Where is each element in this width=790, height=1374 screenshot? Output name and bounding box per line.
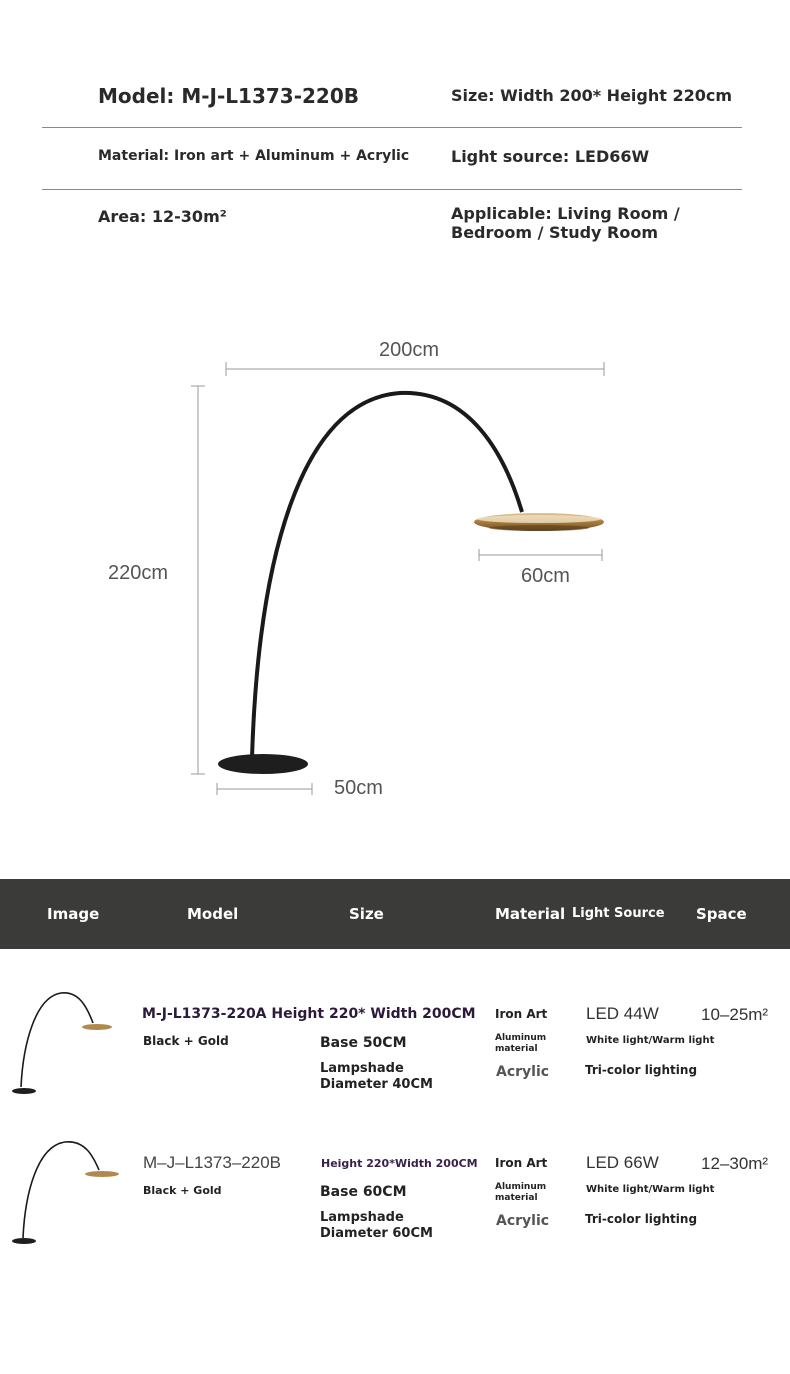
- row-base: Base 50CM: [320, 1035, 407, 1051]
- row-shade-line2: Diameter 40CM: [320, 1077, 433, 1092]
- row-material-extra: Acrylic: [496, 1064, 550, 1080]
- row-tri-color: Tri-color lighting: [585, 1212, 698, 1226]
- divider: [42, 189, 742, 190]
- spec-size: Size: Width 200* Height 220cm: [451, 86, 733, 105]
- row-color: Black + Gold: [143, 1034, 229, 1048]
- row-tri-color: Tri-color lighting: [585, 1063, 698, 1077]
- height-dimension-line: [191, 386, 205, 774]
- row-light: LED 66W: [586, 1153, 659, 1172]
- base-label: 50cm: [334, 777, 383, 799]
- divider: [42, 127, 742, 128]
- base-dimension-line: [217, 783, 312, 795]
- row-material-sub1: Aluminum: [495, 1033, 547, 1043]
- spec-material: Material: Iron art + Aluminum + Acrylic: [98, 148, 410, 164]
- lamp-thumbnail-icon: [5, 1134, 120, 1249]
- row-size: Height 220*Width 200CM: [321, 1157, 478, 1170]
- header-model: Model: [187, 905, 239, 923]
- shade-label: 60cm: [521, 565, 570, 587]
- spec-model: Model: M-J-L1373-220B: [98, 84, 359, 108]
- row-light-type: White light/Warm light: [586, 1184, 715, 1195]
- row-light: LED 44W: [586, 1004, 659, 1023]
- row-shade-line1: Lampshade: [320, 1210, 404, 1225]
- header-image: Image: [47, 905, 100, 923]
- spec-applicable-line1: Applicable: Living Room /: [451, 204, 680, 223]
- header-size: Size: [349, 905, 384, 923]
- width-label: 200cm: [379, 339, 440, 361]
- header-light-source: Light Source: [572, 906, 665, 921]
- row-base: Base 60CM: [320, 1184, 407, 1200]
- row-shade-line1: Lampshade: [320, 1061, 404, 1076]
- row-space: 10–25m²: [701, 1005, 769, 1024]
- row-light-type: White light/Warm light: [586, 1035, 715, 1046]
- row-material-sub2: material: [495, 1193, 538, 1203]
- shade-dimension-line: [479, 549, 602, 561]
- spec-applicable-line2: Bedroom / Study Room: [451, 223, 659, 242]
- spec-light-source: Light source: LED66W: [451, 147, 650, 166]
- row-space: 12–30m²: [701, 1154, 769, 1173]
- row-model: M–J–L1373–220B: [143, 1153, 282, 1172]
- lamp-thumbnail-icon: [5, 985, 115, 1100]
- spec-area: Area: 12-30m²: [98, 207, 227, 226]
- row-material-main: Iron Art: [495, 1007, 548, 1021]
- header-material: Material: [495, 905, 566, 923]
- height-label: 220cm: [108, 562, 169, 584]
- width-dimension-line: [226, 362, 604, 376]
- row-material-sub1: Aluminum: [495, 1182, 547, 1192]
- row-material-sub2: material: [495, 1044, 538, 1054]
- row-shade-line2: Diameter 60CM: [320, 1226, 433, 1241]
- row-material-extra: Acrylic: [496, 1213, 550, 1229]
- header-space: Space: [696, 905, 747, 923]
- row-color: Black + Gold: [143, 1184, 222, 1197]
- row-material-main: Iron Art: [495, 1156, 548, 1170]
- table-header: [0, 879, 790, 949]
- row-model-size: M-J-L1373-220A Height 220* Width 200CM: [142, 1006, 476, 1022]
